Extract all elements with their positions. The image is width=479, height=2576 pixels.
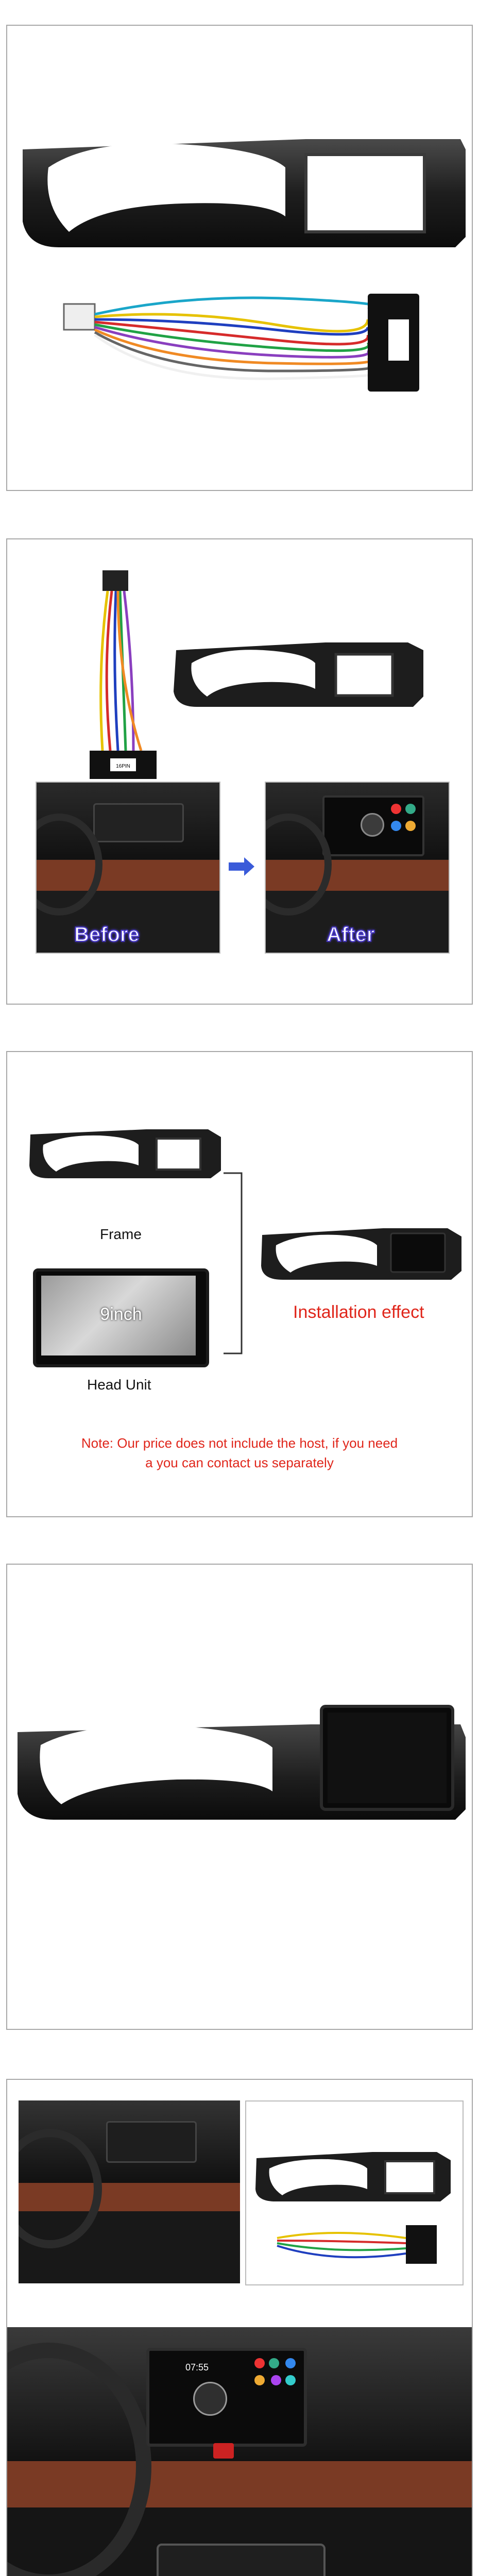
frame-with-screen-image [12,1696,471,1861]
after-caption: After [327,923,375,946]
screen-clock: 07:55 [185,2362,209,2372]
head-unit-label: Head Unit [87,1377,151,1393]
installed-frame-image [260,1222,466,1284]
arrow-right-icon [226,856,257,877]
frame-with-screen-panel [6,1564,473,2030]
car-interior-panel [6,2079,473,2576]
frame-image [28,1124,224,1181]
harness-connector-image [66,565,169,787]
wiring-harness-image [59,278,430,412]
before-after-panel [6,538,473,1005]
interior-after-photo [7,2327,472,2576]
fascia-frame-image [18,118,471,263]
installation-effect-label: Installation effect [293,1302,424,1322]
before-caption: Before [74,923,140,946]
screen-size-label: 9inch [100,1304,142,1324]
head-unit-image [33,1268,209,1367]
head-unit-screen [146,2348,307,2447]
interior-before-photo [19,2100,240,2283]
fascia-frame-small-image [171,635,429,712]
frame-label: Frame [100,1226,142,1242]
product-panel-frame-harness [6,25,473,491]
bracket-connector [221,1171,252,1356]
installation-panel [6,1051,473,1517]
product-thumbnail [245,2100,464,2285]
price-note-line2: a you can contact us separately [145,1455,334,1470]
price-note-line1: Note: Our price does not include the host, if you need [81,1435,398,1451]
harness-tag: 16PIN [116,764,130,769]
